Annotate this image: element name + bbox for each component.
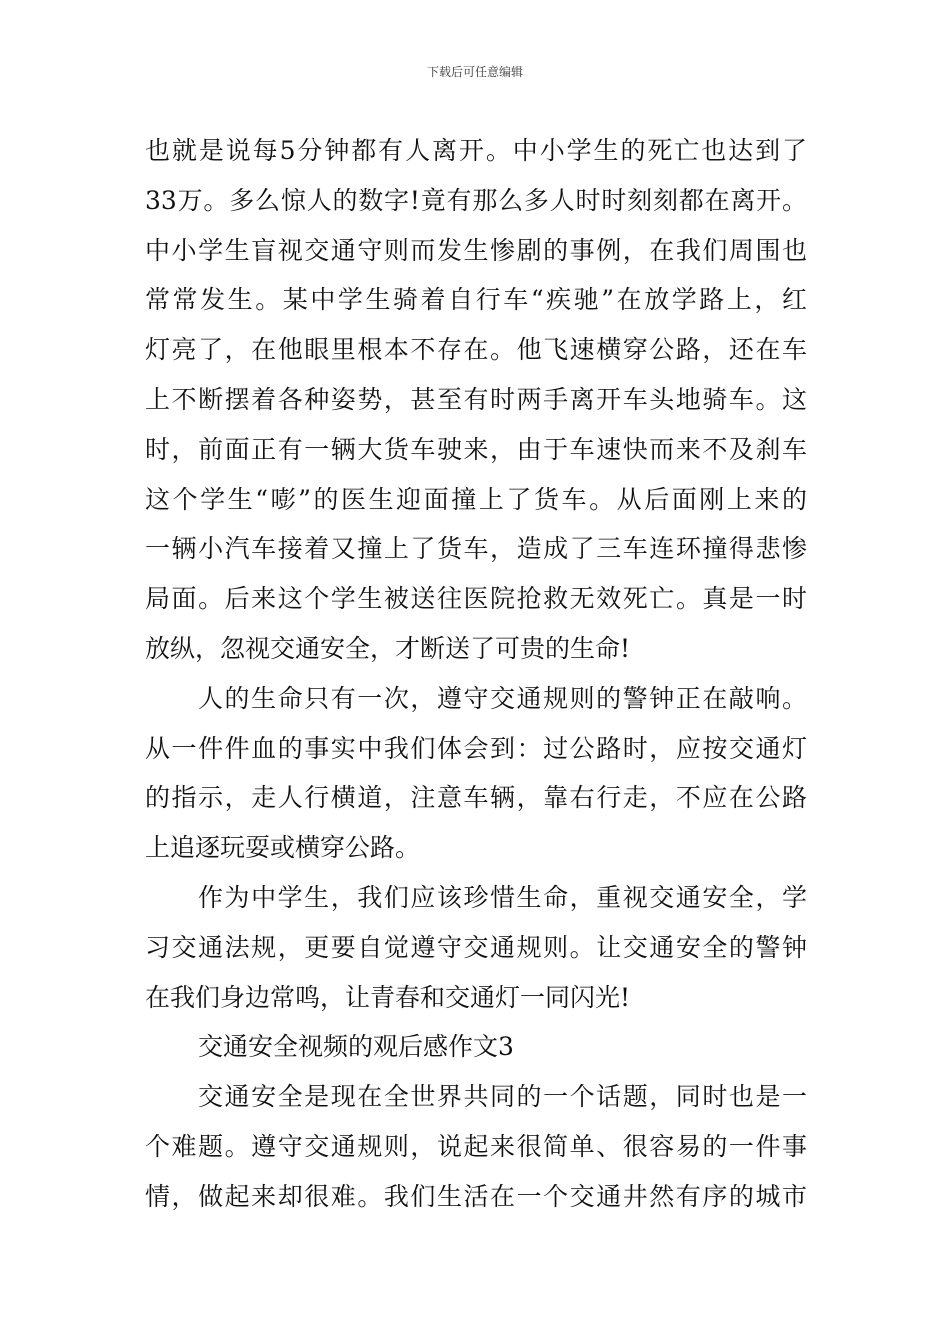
text-line: 在我们身边常鸣，让青春和交通灯一同闪光! — [145, 982, 631, 1012]
text-line: 也就是说每5分钟都有人离开。中小学生的死亡也达到了 — [145, 136, 807, 165]
text-line: 从一件件血的事实中我们体会到：过公路时，应按交通灯 — [145, 733, 807, 763]
text-line: 习交通法规，更要自觉遵守交通规则。让交通安全的警钟 — [145, 932, 807, 962]
text-line: 上追逐玩耍或横穿公路。 — [145, 833, 421, 863]
text-line: 33万。多么惊人的数字!竟有那么多人时时刻刻都在离开。 — [145, 185, 807, 215]
text-line: 作为中学生，我们应该珍惜生命，重视交通安全，学 — [198, 882, 807, 912]
text-line: 局面。后来这个学生被送往医院抢救无效死亡。真是一时 — [145, 584, 807, 614]
text-line: 上不断摆着各种姿势，甚至有时两手离开车头地骑车。这 — [145, 384, 807, 414]
page-header: 下载后可任意编辑 — [426, 65, 523, 79]
section-heading: 交通安全视频的观后感作文3 — [198, 1032, 514, 1062]
text-line: 这个学生“嘭”的医生迎面撞上了货车。从后面刚上来的 — [145, 484, 807, 514]
text-line: 的指示，走人行横道，注意车辆，靠右行走，不应在公路 — [145, 783, 807, 813]
text-line: 人的生命只有一次，遵守交通规则的警钟正在敲响。 — [198, 683, 807, 713]
text-line: 交通安全是现在全世界共同的一个话题，同时也是一 — [198, 1082, 807, 1112]
text-line: 一辆小汽车接着又撞上了货车，造成了三车连环撞得悲惨 — [145, 534, 807, 564]
text-line: 中小学生盲视交通守则而发生惨剧的事例，在我们周围也 — [145, 235, 807, 265]
document-body — [145, 126, 807, 1222]
text-line: 情，做起来却很难。我们生活在一个交通井然有序的城市 — [145, 1181, 807, 1211]
text-line: 灯亮了，在他眼里根本不存在。他飞速横穿公路，还在车 — [145, 335, 807, 365]
text-line: 常常发生。某中学生骑着自行车“疾驰”在放学路上，红 — [145, 285, 807, 315]
text-line: 时，前面正有一辆大货车驶来，由于车速快而来不及刹车 — [145, 434, 807, 464]
text-line: 个难题。遵守交通规则，说起来很简单、很容易的一件事 — [145, 1131, 807, 1161]
text-line: 放纵，忽视交通安全，才断送了可贵的生命! — [145, 633, 631, 663]
